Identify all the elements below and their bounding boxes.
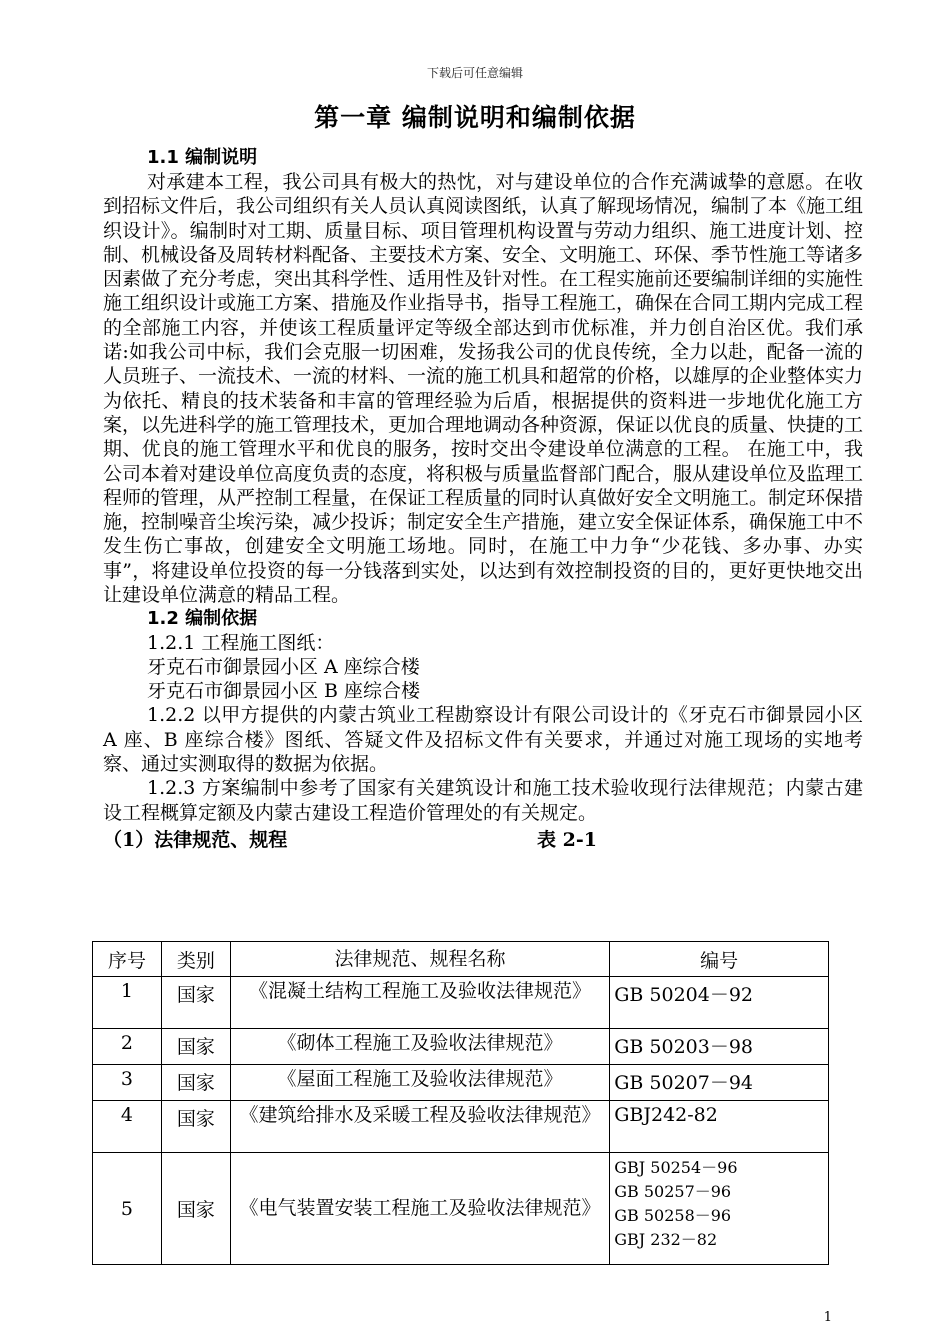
row-no: 1 <box>93 977 162 1029</box>
row-code: GB 50204－92 <box>610 977 829 1029</box>
row-type: 国家 <box>161 1153 230 1265</box>
page-number: 1 <box>823 1310 832 1325</box>
chapter-title: 第一章 编制说明和编制依据 <box>314 103 636 132</box>
row-code: GB 50257－96 <box>614 1182 732 1201</box>
row-type: 国家 <box>161 1029 230 1065</box>
row-name: 《建筑给排水及采暖工程及验收法律规范》 <box>230 1101 609 1153</box>
row-code: GBJ 232－82 <box>614 1230 718 1249</box>
drawing-a: 牙克石市御景园小区 A 座综合楼 <box>147 656 420 679</box>
row-name: 《砌体工程施工及验收法律规范》 <box>230 1029 609 1065</box>
row-no: 2 <box>93 1029 162 1065</box>
header-note: 下载后可任意编辑 <box>426 66 523 80</box>
table-caption-number: 表 2-1 <box>537 828 597 851</box>
header-name: 法律规范、规程名称 <box>230 942 609 977</box>
row-no: 5 <box>93 1153 162 1265</box>
basis-item-3: 1.2.3 方案编制中参考了国家有关建筑设计和施工技术验收现行法律规范；内蒙古建设工程概算定额及内蒙古建设工程造价管理处的有关规定。 <box>103 777 863 824</box>
header-code: 编号 <box>610 942 829 977</box>
table-row <box>93 977 829 1029</box>
section-1-1-paragraph: 对承建本工程，我公司具有极大的热忱，对与建设单位的合作充满诚挚的意愿。在收到招标文件后，我公司组织有关人员认真阅读图纸，认真了解现场情况，编制了本《施工组织设计》。编制时对工期、质量目标、项目管理机构设置与劳动力组织、施工进度计划、控制、机械设备及周转材料配备、主要技术方案、安全、文明施工、环保、季节性施工等诸多因素做了充分考虑，突出其科学性、适用性及针对性。在工程实施前还要编制详细的实施性施工组织设计或施工方案、措施及作业指导书，指导工程施工，确保在合同工期内完成工程的全部施工内容，并使该工程质量评定等级全部达到市优标准，并力创自治区优。我们承诺:如我公司中标，我们会克服一切困难，发扬我公司的优良传统，全力以赴，配备一流的人员班子、一流技术、一流的材料、一流的施工机具和超常的价格，以雄厚的企业整体实力为依托、精良的技术装备和丰富的管理经验为后盾，根据提供的资料进一步地优化施工方案，以先进科学的施工管理技术，更加合理地调动各种资源，保证以优良的质量、快捷的工期、优良的施工管理水平和优良的服务，按时交出令建设单位满意的工程。 在施工中，我公司本着对建设单位高度负责的态度，将积极与质量监督部门配合，服从建设单位及监理工程师的管理，从严控制工程量，在保证工程质量的同时认真做好安全文明施工。制定环保措施，控制噪音尘埃污染，减少投诉；制定安全生产措施，建立安全保证体系，确保施工中不发生伤亡事故，创建安全文明施工场地。同时，在施工中力争“少花钱、多办事、办实事”，将建设单位投资的每一分钱落到实处，以达到有效控制投资的目的，更好更快地交出让建设单位满意的精品工程。 <box>103 171 864 607</box>
table-row <box>93 1153 829 1265</box>
row-no: 3 <box>93 1065 162 1101</box>
row-type: 国家 <box>161 1065 230 1101</box>
row-code: GB 50203－98 <box>610 1029 829 1065</box>
table-row <box>93 1101 829 1153</box>
row-code: GB 50258－96 <box>614 1206 732 1225</box>
row-type: 国家 <box>161 1101 230 1153</box>
header-type: 类别 <box>161 942 230 977</box>
row-no: 4 <box>93 1101 162 1153</box>
document-body <box>103 146 863 851</box>
table-row <box>93 1029 829 1065</box>
row-code: GB 50207－94 <box>610 1065 829 1101</box>
laws-table <box>92 941 829 1265</box>
row-code: GBJ242-82 <box>610 1101 829 1153</box>
table-row <box>93 1065 829 1101</box>
row-code: GBJ 50254－96 <box>614 1158 738 1177</box>
table-header-row <box>93 942 829 977</box>
section-heading-1-1: 1.1 编制说明 <box>147 147 258 168</box>
table-caption-title: （1）法律规范、规程 <box>103 828 288 851</box>
drawing-b: 牙克石市御景园小区 B 座综合楼 <box>147 680 421 703</box>
row-name: 《电气装置安装工程施工及验收法律规范》 <box>230 1153 609 1265</box>
row-code-list <box>610 1153 829 1265</box>
row-type: 国家 <box>161 977 230 1029</box>
basis-item-1: 1.2.1 工程施工图纸： <box>147 632 335 655</box>
row-name: 《混凝土结构工程施工及验收法律规范》 <box>230 977 609 1029</box>
row-name: 《屋面工程施工及验收法律规范》 <box>230 1065 609 1101</box>
basis-item-2: 1.2.2 以甲方提供的内蒙古筑业工程勘察设计有限公司设计的《牙克石市御景园小区 A 座、B 座综合楼》图纸、答疑文件及招标文件有关要求，并通过对施工现场的实地考察、通过实测取得的数据为依据。 <box>103 704 863 775</box>
table-caption <box>103 825 863 851</box>
header-no: 序号 <box>93 942 162 977</box>
section-heading-1-2: 1.2 编制依据 <box>147 608 258 630</box>
